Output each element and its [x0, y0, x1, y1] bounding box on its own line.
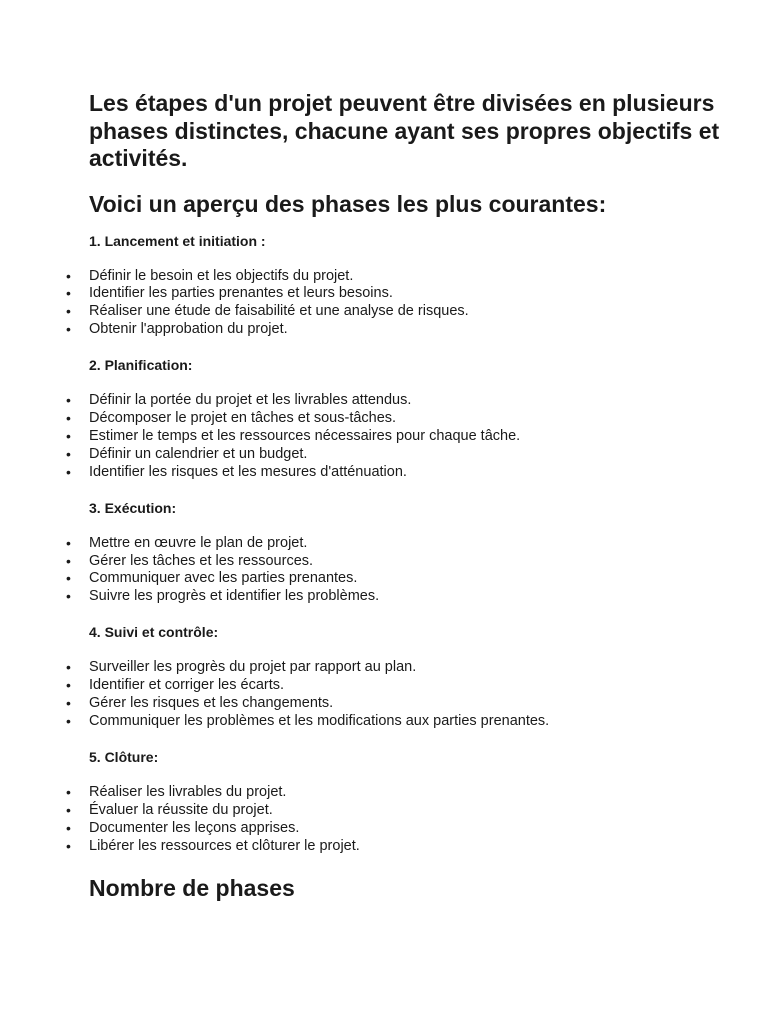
list-item: • Documenter les leçons apprises. [89, 820, 729, 838]
list-item: • Réaliser les livrables du projet. [89, 784, 729, 802]
list-item: • Identifier les parties prenantes et leurs besoins. [89, 285, 729, 303]
phase-section-4 [89, 623, 729, 731]
closing-heading: Nombre de phases [89, 874, 295, 901]
list-item: • Suivre les progrès et identifier les problèmes. [89, 588, 729, 606]
phase-section-2 [89, 356, 729, 482]
list-item: • Identifier les risques et les mesures d'atténuation. [89, 464, 729, 482]
phase-title: 5. Clôture: [89, 748, 159, 765]
list-item: • Surveiller les progrès du projet par rapport au plan. [89, 659, 729, 677]
list-item: • Gérer les tâches et les ressources. [89, 553, 729, 571]
phase-list [89, 268, 729, 340]
phase-title: 1. Lancement et initiation : [89, 232, 266, 249]
list-item: • Définir la portée du projet et les livrables attendus. [89, 392, 729, 410]
phase-title: 4. Suivi et contrôle: [89, 624, 219, 641]
phase-list [89, 535, 729, 607]
list-item: • Évaluer la réussite du projet. [89, 802, 729, 820]
phase-section-5 [89, 748, 729, 856]
phase-title: 2. Planification: [89, 357, 193, 374]
phase-list [89, 784, 729, 856]
phase-title: 3. Exécution: [89, 499, 177, 516]
list-item: • Définir un calendrier et un budget. [89, 446, 729, 464]
list-item: • Décomposer le projet en tâches et sous-tâches. [89, 410, 729, 428]
intro-paragraph: Les étapes d'un projet peuvent être divisées en plusieurs phases distinctes, chacune ayant ses propres objectifs et activités. [89, 90, 720, 171]
document-page [89, 90, 729, 902]
phase-section-1 [89, 232, 729, 340]
list-item: • Gérer les risques et les changements. [89, 695, 729, 713]
list-item: • Communiquer les problèmes et les modifications aux parties prenantes. [89, 713, 729, 731]
list-item: • Définir le besoin et les objectifs du projet. [89, 268, 729, 286]
phase-list [89, 392, 729, 482]
list-item: • Identifier et corriger les écarts. [89, 677, 729, 695]
phase-list [89, 659, 729, 731]
phase-section-3 [89, 499, 729, 607]
list-item: • Estimer le temps et les ressources nécessaires pour chaque tâche. [89, 428, 729, 446]
list-item: • Obtenir l'approbation du projet. [89, 321, 729, 339]
list-item: • Réaliser une étude de faisabilité et une analyse de risques. [89, 303, 729, 321]
list-item: • Communiquer avec les parties prenantes. [89, 570, 729, 588]
list-item: • Libérer les ressources et clôturer le projet. [89, 838, 729, 856]
list-item: • Mettre en œuvre le plan de projet. [89, 535, 729, 553]
overview-heading: Voici un aperçu des phases les plus courantes: [89, 190, 607, 217]
